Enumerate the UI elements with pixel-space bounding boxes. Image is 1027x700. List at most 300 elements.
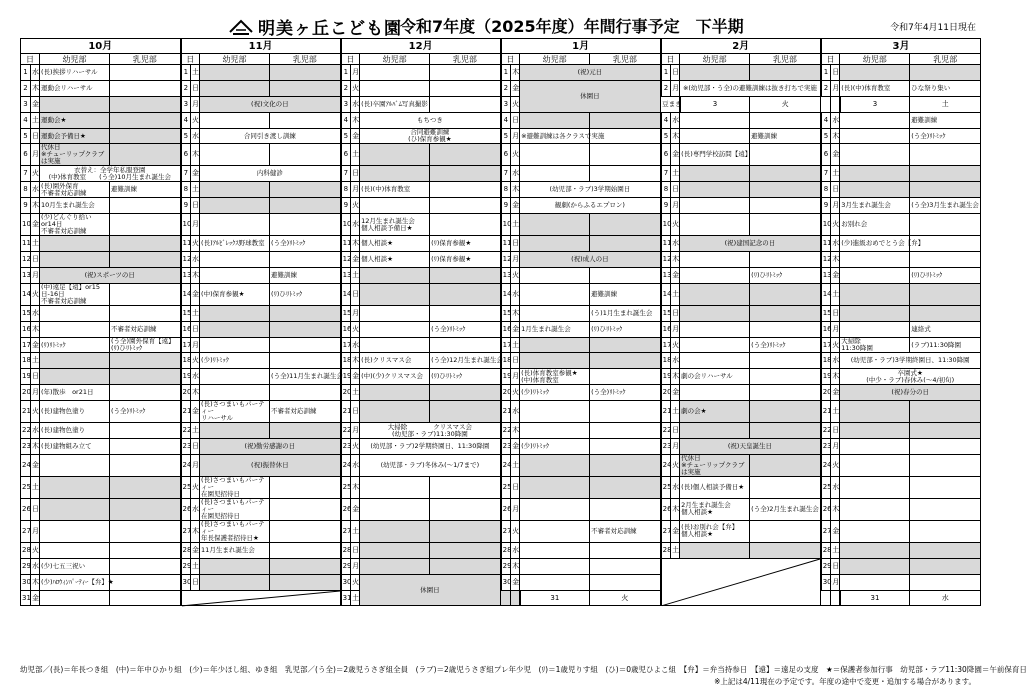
- infant-event: [430, 385, 501, 401]
- weekday: 日: [671, 65, 680, 81]
- kinder-event: [200, 144, 270, 166]
- day-number: 27: [661, 520, 671, 542]
- infant-event: (ﾘ)ひﾘﾄﾐｯｸ: [910, 267, 981, 283]
- day-number: 13: [661, 267, 671, 283]
- infant-event: [430, 337, 501, 353]
- day-number: 5: [661, 128, 671, 144]
- day-number: 22: [821, 423, 831, 439]
- infant-event: (う全)ﾘﾄﾐｯｸ: [270, 236, 341, 252]
- infant-event: [110, 96, 181, 112]
- day-event-merged: 休園日: [520, 80, 661, 112]
- kinder-event: [360, 520, 430, 542]
- day-number: 17: [821, 337, 831, 353]
- kinder-event: (長)ｱﾙﾋﾞﾚｯｸｽ野球教室: [200, 236, 270, 252]
- weekday: 火: [511, 144, 520, 166]
- infant-event: [270, 214, 341, 236]
- weekday: 火: [831, 214, 840, 236]
- weekday: 月: [831, 80, 840, 96]
- kinder-event: [821, 96, 831, 112]
- kinder-event: [520, 353, 590, 369]
- day-number: 7: [821, 166, 831, 182]
- infant-event: [270, 476, 341, 498]
- kinder-event: [840, 128, 910, 144]
- day-number: 15: [821, 305, 831, 321]
- day-number: 1: [181, 65, 191, 81]
- kinder-event: [840, 454, 910, 476]
- weekday: 金: [351, 252, 360, 268]
- infant-event: [430, 542, 501, 558]
- day-column-header: 日: [821, 54, 840, 65]
- infant-event: (う全)ﾘﾄﾐｯｸ: [430, 321, 501, 337]
- kinder-event: [680, 267, 750, 283]
- blank-day-cell: [661, 558, 821, 606]
- kinder-event: (中)遠足【遠】or15日-16日 不審者対応訓練: [40, 283, 110, 305]
- weekday: 日: [191, 198, 200, 214]
- kinder-event: [840, 542, 910, 558]
- infant-event: [910, 65, 981, 81]
- day-number: 3: [501, 96, 511, 112]
- day-number: 26: [21, 498, 31, 520]
- weekday: 金: [31, 590, 40, 606]
- day-number: 20: [341, 385, 351, 401]
- weekday: 月: [31, 520, 40, 542]
- day-number: 6: [501, 144, 511, 166]
- weekday: 木: [831, 252, 840, 268]
- weekday: 木: [351, 476, 360, 498]
- kinder-event: [501, 590, 511, 606]
- weekday: 日: [511, 353, 520, 369]
- kinder-event: (長)建物色塗り: [40, 401, 110, 423]
- infant-event: [910, 283, 981, 305]
- weekday: 木: [831, 369, 840, 385]
- day-number: 7: [341, 166, 351, 182]
- infant-event: [430, 166, 501, 182]
- kinder-event: [200, 369, 270, 385]
- kinder-column-header: 幼児部: [40, 54, 110, 65]
- kinder-event: [840, 401, 910, 423]
- day-number: 21: [501, 401, 511, 423]
- weekday: 火: [750, 96, 821, 112]
- kinder-event: [40, 590, 110, 606]
- day-number: 11: [501, 236, 511, 252]
- kinder-event: [360, 558, 430, 574]
- day-number: 13: [181, 267, 191, 283]
- weekday: 日: [351, 166, 360, 182]
- kinder-event: [40, 353, 110, 369]
- kinder-event: [200, 337, 270, 353]
- kinder-event: [840, 112, 910, 128]
- weekday: 月: [511, 128, 520, 144]
- weekday: 水: [191, 369, 200, 385]
- infant-event: [590, 166, 661, 182]
- infant-event: [110, 520, 181, 542]
- day-event-merged: (祝)建国記念の日: [680, 236, 821, 252]
- weekday: 火: [511, 96, 520, 112]
- kinder-event: [200, 112, 270, 128]
- weekday: 日: [671, 423, 680, 439]
- weekday: 火: [511, 520, 520, 542]
- infant-event: [430, 558, 501, 574]
- infant-event: (ﾘ)保育参観★: [430, 252, 501, 268]
- weekday: 日: [191, 439, 200, 455]
- day-number: 14: [21, 283, 31, 305]
- month-header-row: [21, 39, 981, 54]
- weekday: 日: [831, 65, 840, 81]
- day-number: 19: [501, 369, 511, 385]
- weekday: 水: [671, 236, 680, 252]
- infant-event: [590, 267, 661, 283]
- blank-cell-slash-icon: [182, 591, 340, 606]
- infant-event: [590, 353, 661, 369]
- infant-event: [110, 498, 181, 520]
- day-number: 15: [661, 305, 671, 321]
- kinder-event: [520, 542, 590, 558]
- day-number: 19: [21, 369, 31, 385]
- day-event-merged: ※(幼児部・う全)の避難訓練は抜き打ちで実施: [680, 80, 821, 96]
- weekday: 木: [191, 520, 200, 542]
- weekday: 金: [671, 385, 680, 401]
- weekday: 金: [831, 385, 840, 401]
- day-number: 1: [821, 65, 831, 81]
- infant-event: (う全)ﾘﾄﾐｯｸ: [110, 401, 181, 423]
- day-number: 20: [21, 385, 31, 401]
- weekday: 土: [831, 283, 840, 305]
- weekday: 木: [511, 558, 520, 574]
- calendar-row: [21, 321, 981, 337]
- day-number: 24: [501, 454, 511, 476]
- calendar-row: [21, 337, 981, 353]
- day-number: 4: [661, 112, 671, 128]
- weekday: 木: [351, 236, 360, 252]
- infant-event: [270, 182, 341, 198]
- day-number: 24: [341, 454, 351, 476]
- day-number: 10: [181, 214, 191, 236]
- weekday: 月: [671, 321, 680, 337]
- infant-event: [430, 283, 501, 305]
- weekday: 金: [31, 337, 40, 353]
- kinder-event: [520, 112, 590, 128]
- kinder-event: 個人相談★: [360, 236, 430, 252]
- day-event-merged: (祝)元日: [520, 65, 661, 81]
- kinder-event: [40, 96, 110, 112]
- kinder-event: [680, 182, 750, 198]
- infant-event: [270, 558, 341, 574]
- weekday: 火: [191, 112, 200, 128]
- weekday: 火: [351, 439, 360, 455]
- kinder-event: (長)卒園ｱﾙﾊﾞﾑ写真撮影: [360, 96, 430, 112]
- kinder-event: [840, 498, 910, 520]
- day-number: 23: [661, 439, 671, 455]
- weekday: 日: [191, 321, 200, 337]
- weekday: 月: [31, 267, 40, 283]
- weekday: 土: [351, 590, 360, 606]
- kinder-event: [520, 476, 590, 498]
- infant-event: [590, 236, 661, 252]
- month-header: 11月: [181, 39, 341, 54]
- kinder-event: [40, 542, 110, 558]
- school-logo-icon: [228, 18, 254, 36]
- infant-event: (ラブ)11:30降園: [910, 337, 981, 353]
- infant-event: (う全)ﾘﾄﾐｯｸ: [910, 128, 981, 144]
- day-number: 16: [661, 321, 671, 337]
- infant-event: [750, 198, 821, 214]
- weekday: 土: [671, 542, 680, 558]
- infant-event: 不審者対応訓練: [110, 321, 181, 337]
- kinder-event: [360, 65, 430, 81]
- kinder-event: (長)(中)体育教室: [360, 182, 430, 198]
- weekday: 金: [351, 369, 360, 385]
- day-number: 19: [821, 369, 831, 385]
- infant-event: [110, 144, 181, 166]
- infant-event: [910, 498, 981, 520]
- day-number: 9: [501, 198, 511, 214]
- kinder-event: 劇の会リハーサル: [680, 369, 750, 385]
- weekday: 土: [671, 166, 680, 182]
- kinder-event: (長)さつまいもパーティー 年長保護者招待日★: [200, 520, 270, 542]
- weekday: 水: [511, 283, 520, 305]
- kinder-event: [520, 267, 590, 283]
- infant-event: [590, 454, 661, 476]
- weekday: 木: [191, 144, 200, 166]
- day-number: 1: [21, 65, 31, 81]
- kinder-event: [360, 542, 430, 558]
- infant-event: [831, 590, 840, 606]
- kinder-event: [200, 558, 270, 574]
- day-number: 12: [661, 252, 671, 268]
- calendar-row: [21, 574, 981, 590]
- infant-event: [110, 214, 181, 236]
- weekday: 水: [511, 401, 520, 423]
- day-number: 23: [341, 439, 351, 455]
- weekday: 金: [831, 144, 840, 166]
- weekday: 金: [511, 439, 520, 455]
- weekday: 水: [191, 498, 200, 520]
- weekday: 土: [831, 542, 840, 558]
- kinder-event: ※避難訓練は各クラスで実施: [520, 128, 590, 144]
- calendar-row: [21, 353, 981, 369]
- weekday: 木: [351, 353, 360, 369]
- day-number: 6: [181, 144, 191, 166]
- weekday: 日: [831, 305, 840, 321]
- weekday: 火: [191, 476, 200, 498]
- kinder-event: 大掃除 11:30降園: [840, 337, 910, 353]
- infant-event: (う全)2月生まれ誕生会: [750, 498, 821, 520]
- infant-event: [910, 439, 981, 455]
- day-number: 15: [181, 305, 191, 321]
- day-number: 18: [21, 353, 31, 369]
- day-number: 31: [840, 590, 910, 606]
- day-number: 23: [181, 439, 191, 455]
- day-number: 15: [501, 305, 511, 321]
- infant-column-header: 乳児部: [590, 54, 661, 65]
- infant-event: [750, 112, 821, 128]
- day-event-merged: (幼児部・ラブ)3学期始園日: [520, 182, 661, 198]
- calendar-row: [21, 542, 981, 558]
- weekday: 土: [511, 337, 520, 353]
- calendar-row: [21, 198, 981, 214]
- weekday: 火: [671, 337, 680, 353]
- weekday: 土: [191, 305, 200, 321]
- kinder-event: [200, 574, 270, 590]
- weekday: 火: [831, 337, 840, 353]
- kinder-event: [680, 252, 750, 268]
- kinder-event: [360, 305, 430, 321]
- kinder-event: [360, 401, 430, 423]
- day-number: 8: [341, 182, 351, 198]
- kinder-event: [840, 267, 910, 283]
- calendar-row: [21, 267, 981, 283]
- calendar-row: [21, 128, 981, 144]
- weekday: 金: [831, 267, 840, 283]
- weekday: 日: [831, 423, 840, 439]
- infant-event: [910, 144, 981, 166]
- day-number: 29: [21, 558, 31, 574]
- weekday: 土: [511, 214, 520, 236]
- weekday: 土: [671, 401, 680, 423]
- page-header: [0, 8, 990, 38]
- infant-event: [910, 542, 981, 558]
- day-number: 9: [341, 198, 351, 214]
- day-number: 2: [501, 80, 511, 96]
- weekday: 火: [831, 454, 840, 476]
- infant-event: [910, 423, 981, 439]
- weekday: 金: [671, 267, 680, 283]
- calendar-row: [21, 252, 981, 268]
- weekday: 月: [191, 337, 200, 353]
- day-number: 27: [21, 520, 31, 542]
- weekday: 木: [511, 65, 520, 81]
- day-number: 11: [821, 236, 831, 252]
- day-number: 3: [840, 96, 910, 112]
- day-number: 25: [341, 476, 351, 498]
- infant-event: [270, 498, 341, 520]
- infant-event: [910, 454, 981, 476]
- day-number: 5: [821, 128, 831, 144]
- kinder-event: [360, 283, 430, 305]
- month-header: 12月: [341, 39, 501, 54]
- infant-event: [110, 454, 181, 476]
- day-number: 28: [181, 542, 191, 558]
- infant-event: [750, 65, 821, 81]
- day-number: 13: [501, 267, 511, 283]
- kinder-event: [200, 423, 270, 439]
- infant-event: [910, 401, 981, 423]
- weekday: 土: [351, 520, 360, 542]
- kinder-event: [40, 305, 110, 321]
- kinder-event: [40, 520, 110, 542]
- kinder-event: [680, 353, 750, 369]
- day-number: 17: [341, 337, 351, 353]
- infant-event: [110, 236, 181, 252]
- weekday: 土: [31, 236, 40, 252]
- day-event-merged: (祝)天皇誕生日: [680, 439, 821, 455]
- day-number: 5: [501, 128, 511, 144]
- kinder-event: [520, 558, 590, 574]
- weekday: 水: [831, 236, 840, 252]
- day-number: 22: [21, 423, 31, 439]
- kinder-event: [680, 128, 750, 144]
- weekday: 木: [831, 498, 840, 520]
- infant-event: [511, 590, 520, 606]
- infant-event: [590, 558, 661, 574]
- day-number: 7: [21, 166, 31, 182]
- blank-day-cell: [181, 590, 341, 606]
- kinder-column-header: 幼児部: [520, 54, 590, 65]
- infant-event: [110, 353, 181, 369]
- weekday: 火: [31, 283, 40, 305]
- kinder-event: [840, 439, 910, 455]
- day-number: 1: [661, 65, 671, 81]
- weekday: 金: [351, 128, 360, 144]
- infant-event: [430, 305, 501, 321]
- kinder-event: [821, 590, 831, 606]
- day-number: 4: [821, 112, 831, 128]
- day-number: 11: [661, 236, 671, 252]
- kinder-event: (少)七五三祝い: [40, 558, 110, 574]
- weekday: 水: [831, 112, 840, 128]
- kinder-event: (少)ﾊﾛｳｨﾝﾊﾟｰﾃｨｰ【弁】★: [40, 574, 110, 590]
- weekday: 木: [671, 369, 680, 385]
- kinder-event: 3月生まれ誕生会: [840, 198, 910, 214]
- infant-event: [590, 337, 661, 353]
- weekday: 土: [31, 112, 40, 128]
- weekday: 水: [910, 590, 981, 606]
- kinder-event: (少)どんぐり拾い or14日 不審者対応訓練: [40, 214, 110, 236]
- kinder-event: [200, 214, 270, 236]
- kinder-event: [520, 423, 590, 439]
- kinder-event: [520, 166, 590, 182]
- kinder-event: [840, 65, 910, 81]
- weekday: 火: [351, 321, 360, 337]
- kinder-event: (中)保育参観★: [200, 283, 270, 305]
- weekday: 火: [511, 267, 520, 283]
- kinder-event: 12月生まれ誕生会 個人相談予備日★: [360, 214, 430, 236]
- infant-event: [110, 590, 181, 606]
- day-number: 10: [501, 214, 511, 236]
- weekday: 土: [351, 385, 360, 401]
- day-number: 22: [181, 423, 191, 439]
- weekday: 火: [31, 542, 40, 558]
- infant-column-header: 乳児部: [750, 54, 821, 65]
- weekday: 土: [831, 166, 840, 182]
- calendar-row: [21, 96, 981, 112]
- infant-event: [110, 80, 181, 96]
- weekday: 水: [671, 112, 680, 128]
- day-number: 22: [501, 423, 511, 439]
- weekday: 火: [191, 236, 200, 252]
- day-number: 18: [661, 353, 671, 369]
- day-number: 26: [341, 498, 351, 520]
- day-number: 9: [181, 198, 191, 214]
- kinder-event: 代休日 ※チューリップクラブは実施: [40, 144, 110, 166]
- kinder-event: [840, 321, 910, 337]
- weekday: 火: [31, 401, 40, 423]
- day-number: 25: [181, 476, 191, 498]
- day-number: 29: [501, 558, 511, 574]
- infant-event: [110, 252, 181, 268]
- kinder-event: お別れ会: [840, 214, 910, 236]
- kinder-event: (少)ﾘﾄﾐｯｸ: [520, 385, 590, 401]
- calendar-row: [21, 590, 981, 606]
- day-number: 23: [21, 439, 31, 455]
- weekday: 日: [511, 112, 520, 128]
- infant-event: [430, 476, 501, 498]
- infant-event: [110, 542, 181, 558]
- kinder-event: (中)(少)クリスマス会: [360, 369, 430, 385]
- weekday: 月: [31, 144, 40, 166]
- kinder-event: [680, 198, 750, 214]
- day-event-merged: (祝)勤労感謝の日: [200, 439, 341, 455]
